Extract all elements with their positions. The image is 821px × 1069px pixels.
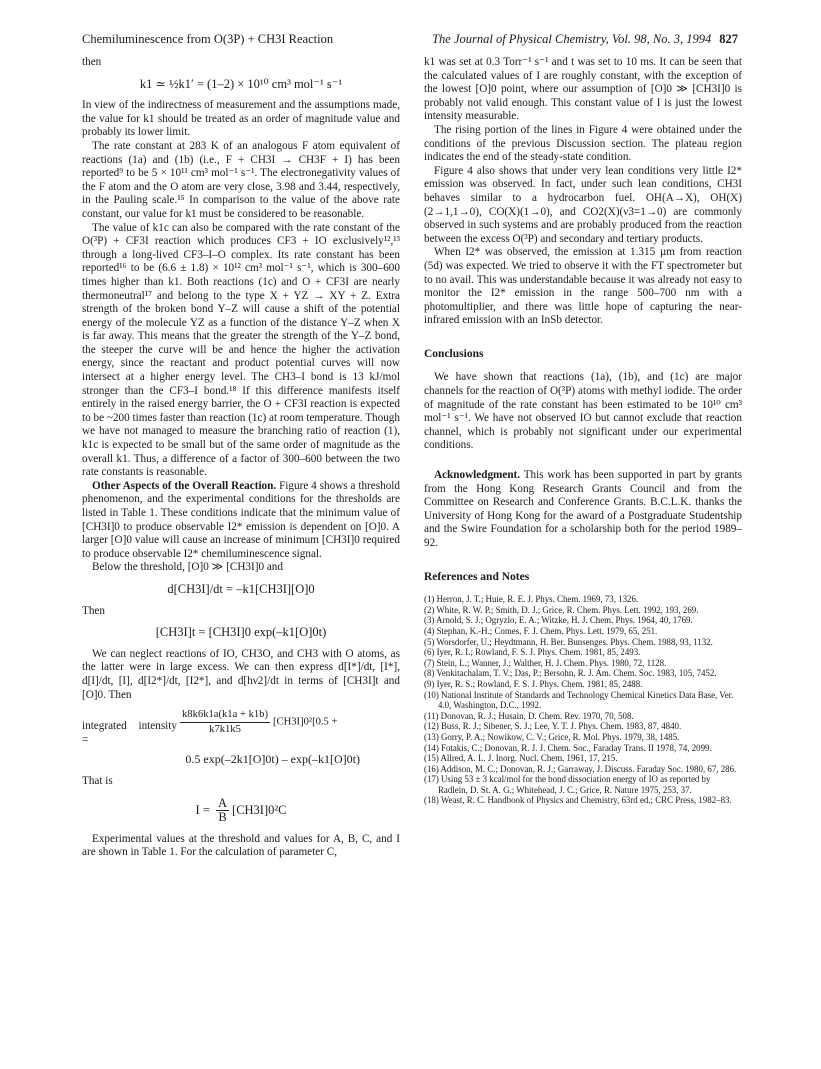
reference-item: (8) Venkitachalam, T. V.; Das, P.; Bersohn, R. J. Am. Chem. Soc. 1983, 105, 7452. <box>424 668 717 679</box>
reference-item: (10) National Institute of Standards and Technology Chemical Kinetics Data Base, Ver. 4.0, Washington, D.C., 1992. <box>424 689 734 711</box>
header-journal <box>432 32 738 47</box>
paragraph: Figure 4 also shows that under very lean conditions very little I2* emission was observed. In fact, under such lean conditions, CH3I behaves similar to a hydrocarbon fuel. OH(A→X), OH(X)(2→1,1→0), CO(X)(1→0), and CO2(X)(ν3=1→0) are commonly observed in such systems and are probably produced from the reaction between the excess O(³P) and secondary and tertiary products. <box>424 164 742 245</box>
reference-item: (4) Stephan, K.-H.; Comes, F. J. Chem. Phys. Lett. 1979, 65, 251. <box>424 625 658 636</box>
reference-item: (14) Fotakis, C.; Donovan, R. J. J. Chem. Soc., Faraday Trans. II 1978, 74, 2099. <box>424 742 712 753</box>
equation-tail: [CH3I]0²[0.5 + <box>273 716 338 728</box>
section-heading-references: References and Notes <box>424 570 530 583</box>
runin-heading: Acknowledgment. <box>434 469 521 482</box>
equation-concentration: [CH3I]t = [CH3I]0 exp(–k1[O]0t) <box>155 625 327 640</box>
reference-item: (16) Addison, M. C.; Donovan, R. J.; Garraway, J. Discuss. Faraday Soc. 1980, 67, 286. <box>424 763 737 774</box>
denominator: k7k1k5 <box>209 723 241 735</box>
denominator: B <box>218 810 227 825</box>
paragraph-other-aspects <box>82 480 400 562</box>
text-then: Then <box>82 604 105 617</box>
paragraph: We can neglect reactions of IO, CH3O, and CH3 with O atoms, as the latter were in large excess. We can then express d[I*]/dt, [I*], d[I]/dt, [I], d[I2*]/dt, [I2*], and d[hν2]/dt in terms of [CH3I]t and [O]0. Then <box>82 647 400 701</box>
reference-item: (15) Allred, A. L. J. Inorg. Nucl. Chem. 1961, 17, 215. <box>424 753 618 764</box>
journal-citation: The Journal of Physical Chemistry, Vol. 98, No. 3, 1994 <box>432 32 712 46</box>
fraction <box>180 708 270 736</box>
fraction <box>216 797 229 825</box>
equation-expression <box>177 708 337 736</box>
equation-integrated-intensity <box>82 708 400 747</box>
reference-item: (2) White, R. W. P.; Smith, D. J.; Grice, R. Chem. Phys. Lett. 1992, 193, 269. <box>424 604 699 615</box>
reference-item: (1) Herron, J. T.; Huie, R. E. J. Phys. Chem. 1969, 73, 1326. <box>424 594 639 605</box>
equation-lhs: I = <box>195 802 210 817</box>
paragraph-acknowledgment <box>424 469 742 551</box>
reference-item: (7) Stein, L.; Wanner, J.; Walther, H. J. Chem. Phys. 1980, 72, 1128. <box>424 657 667 668</box>
numerator: k8k6k1a(k1a + k1b) <box>180 708 270 723</box>
equation-continuation: 0.5 exp(–2k1[O]0t) – exp(–k1[O]0t) <box>185 752 360 767</box>
paragraph: Below the threshold, [O]0 ≫ [CH3I]0 and <box>92 561 283 574</box>
text-then: then <box>82 56 102 68</box>
paragraph: In view of the indirectness of measurement and the assumptions made, the value for k1 should be treated as an order of magnitude value and probably its lower limit. <box>82 99 400 139</box>
reference-item: (5) Worsdorfer, U.; Heydtmann, H. Ber. Bunsenges. Phys. Chem. 1988, 93, 1132. <box>424 636 713 647</box>
runin-heading: Other Aspects of the Overall Reaction. <box>92 479 277 492</box>
reference-list <box>424 594 742 806</box>
equation-label: integrated intensity = <box>82 720 177 746</box>
header-title: Chemiluminescence from O(3P) + CH3I Reaction <box>82 32 334 46</box>
paragraph: The value of k1c can also be compared with the rate constant of the O(³P) + CF3I reaction which produces CF3 + IO exclusively¹²,¹³ through a long-lived CF3–I–O complex. Its rate constant has been reported¹⁶ to be (6.6 ± 1.8) × 10¹² cm³ mol⁻¹ s⁻¹, which is 300–600 times higher than k1. Both reactions (1c) and O + CF3I are nearly thermoneutral¹⁷ and belong to the type X + YZ → XY + Z. Extra strength of the broken bond Y–Z will cause a shift of the potential energy of the molecule YZ as a function of the distance Y–Z when X is far away. This means that the greater the strength of the Y–Z bond, the steeper the curve will be and hence the higher the activation energy, since the reactant and product potential curves will now intersect at a higher energy level. The CH3–I bond is 13 kJ/mol stronger than the CF3–I bond.¹⁸ If this difference manifests itself entirely in the raised energy barrier, the O + CF3I reaction is expected to be ~200 times faster than reaction (1c) at room temperature. Though we have not managed to measure the branching ratio of reaction (1), k1c is expected to be small but of the same order of magnitude as the overall k1. Thus, a difference of a factor of 300–600 between the two rate constants is reasonable. <box>82 221 400 479</box>
reference-item: (3) Arnold, S. J.; Ogryzlo, E. A.; Witzke, H. J. Chem. Phys. 1964, 40, 1769. <box>424 615 693 626</box>
reference-item: (6) Iyer, R. I.; Rowland, F. S. J. Phys. Chem. 1981, 85, 2493. <box>424 647 641 658</box>
reference-item: (18) Weast, R. C. Handbook of Physics and Chemistry, 63rd ed.; CRC Press, 1982–83. <box>424 795 732 806</box>
page-number: 827 <box>719 32 738 46</box>
equation-intensity <box>82 797 400 825</box>
reference-item: (11) Donovan, R. J.; Husain, D. Chem. Rev. 1970, 70, 508. <box>424 710 634 721</box>
paragraph: k1 was set at 0.3 Torr⁻¹ s⁻¹ and t was set to 10 ms. It can be seen that the calculated values of I are roughly constant, with the exception of the lowest [O]0 point, where our assumption of [O]0 ≫ [CH3I]0 is probably not valid enough. This constant value of I is just the lowest intensity measurable. <box>424 56 742 123</box>
section-heading-conclusions: Conclusions <box>424 347 484 360</box>
paragraph-body: Figure 4 shows a threshold phenomenon, and the experimental conditions for the thresholds are listed in Table 1. These conditions indicate that the minimum value of [CH3I]0 to produce observable I2* emission is dependent on [O]0. A larger [O]0 value will cause an increase of minimum [CH3I]0 required to produce observable I2* chemiluminescence signal. <box>82 479 400 560</box>
reference-item: (9) Iyer, R. S.; Rowland, F. S. J. Phys. Chem. 1981, 85, 2488. <box>424 678 643 689</box>
running-header <box>82 32 738 48</box>
paragraph: The rising portion of the lines in Figure 4 were obtained under the conditions of the previous Discussion section. The plateau region indicates the end of the steady-state condition. <box>424 123 742 164</box>
paragraph: When I2* was observed, the emission at 1.315 µm from reaction (5d) was expected. We tried to observe it with the FT spectrometer but to no avail. This was understandable because it was already not easy to monitor the I2* emission in the range 500–700 nm with a photomultiplier, and there was little hope of capturing the near-infrared emission with an InSb detector. <box>424 246 742 327</box>
equation-rate: d[CH3I]/dt = –k1[CH3I][O]0 <box>167 581 315 596</box>
paragraph: The rate constant at 283 K of an analogous F atom equivalent of reactions (1a) and (1b) (i.e., F + CH3I → CH3F + I) has been reported⁹ to be 5 × 10¹¹ cm³ mol⁻¹ s⁻¹. The electronegativity values of the F atom and the O atom are very close, 3.98 and 3.44, respectively, in the Pauling scale.¹⁵ In comparison to the value of the above rate constant, our value for k1 must be considered to be reasonable. <box>82 139 400 220</box>
reference-item: (17) Using 53 ± 3 kcal/mol for the bond dissociation energy of IO as reported by Radlein, D. St. A. G.; Whitehead, J. C.; Grice, R. Nature 1975, 253, 37. <box>424 774 711 795</box>
equation-rhs: [CH3I]0²C <box>232 802 287 817</box>
left-column <box>82 56 400 860</box>
numerator: A <box>218 795 228 810</box>
paragraph: We have shown that reactions (1a), (1b), and (1c) are major channels for the reaction of O(³P) atoms with methyl iodide. The order of magnitude of the rate constant has been estimated to be 10¹⁰ cm³ mol⁻¹ s⁻¹. We have not observed IO but cannot exclude that reaction channel, which is probably not significant under our experimental conditions. <box>424 371 742 452</box>
text-that-is: That is <box>82 774 113 787</box>
reference-item: (12) Buss, R. J.; Sibener, S. J.; Lee, Y. T. J. Phys. Chem. 1983, 87, 4840. <box>424 721 682 732</box>
paragraph: Experimental values at the threshold and values for A, B, C, and I are shown in Table 1. For the calculation of parameter C, <box>82 832 400 859</box>
paragraph-body: This work has been supported in part by grants from the Hong Kong Research Grants Council and from the Committee on Research and Conference Grants. B.C.L.K. thanks the University of Hong Kong for the award of a Postgraduate Studentship and the Swire Foundation for a scholarship both for the period 1989–92. <box>424 469 742 549</box>
right-column <box>424 56 742 806</box>
equation-k1: k1 ≃ ½k1′ = (1–2) × 10¹⁰ cm³ mol⁻¹ s⁻¹ <box>139 76 343 91</box>
reference-item: (13) Gorry, P. A.; Nowikow, C. V.; Grice, R. Mol. Phys. 1979, 38, 1485. <box>424 731 680 742</box>
